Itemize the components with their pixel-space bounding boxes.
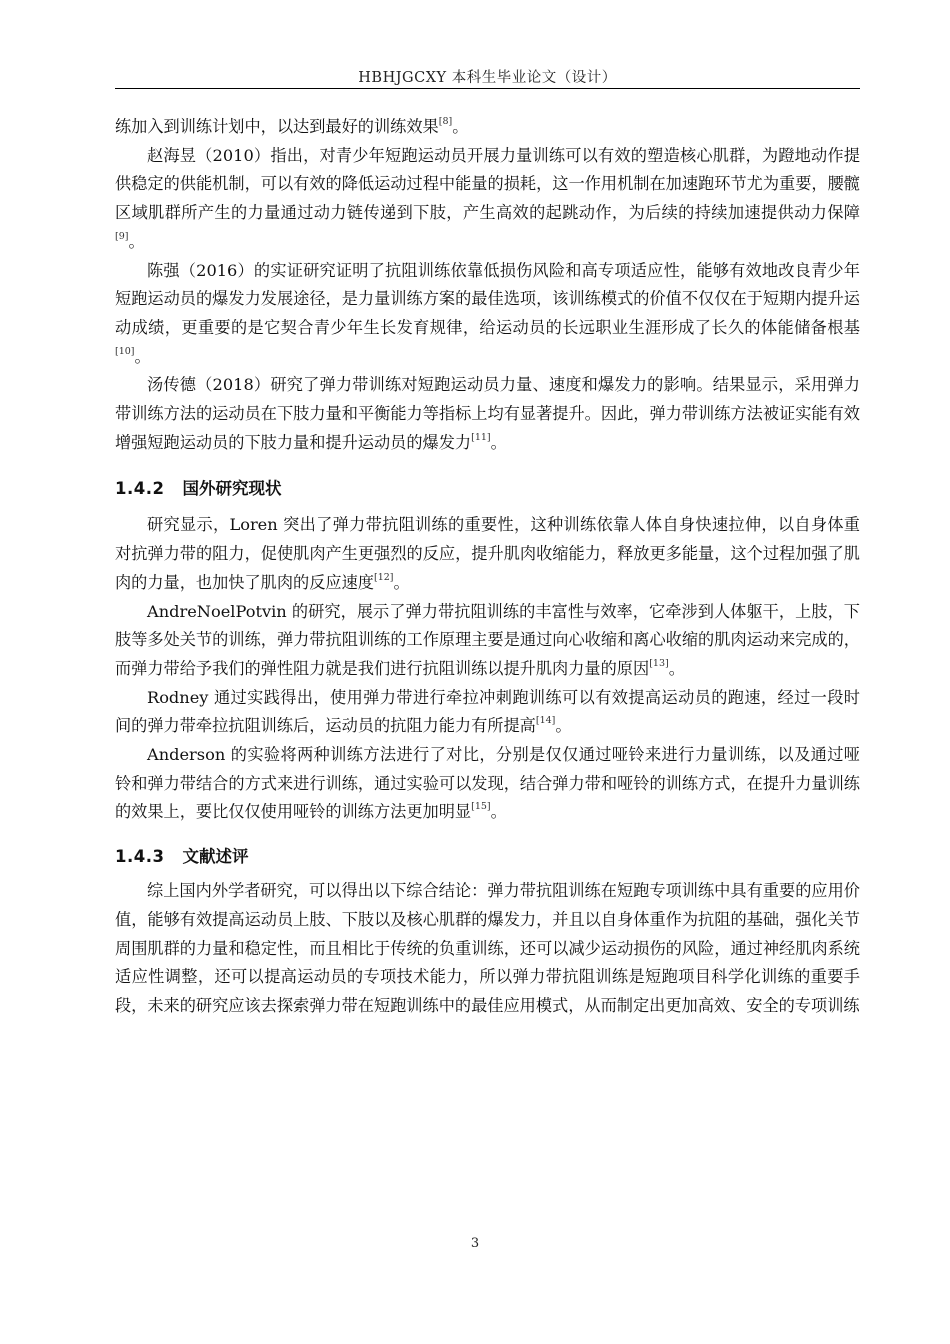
paragraph: Rodney 通过实践得出，使用弹力带进行牵拉冲刺跑训练可以有效提高运动员的跑速，经过一段时间的弹力带牵拉抗阻训练后，运动员的抗阻力能力有所提高[14]。 <box>115 687 860 736</box>
paragraph: 综上国内外学者研究，可以得出以下综合结论：弹力带抗阻训练在短跑专项训练中具有重要的应用价值，能够有效提高运动员上肢、下肢以及核心肌群的爆发力，并且以自身体重作为抗阻的基础，强化关节周围肌群的力量和稳定性，而且相比于传统的负重训练，还可以减少运动损伤的风险，通过神经肌肉系统适应性调整，还可以提高运动员的专项技术能力，所以弹力带抗阻训练是短跑项目科学化训练的重要手段，未来的研究应该去探索弹力带在短跑训练中的最佳应用模式，从而制定出更加高效、安全的专项训练 <box>115 881 860 1015</box>
page-number: 3 <box>470 1236 480 1251</box>
section-number: 1.4.3 <box>115 847 165 867</box>
section-title: 国外研究现状 <box>182 479 282 499</box>
citation-ref[interactable]: [12] <box>374 571 394 583</box>
paragraph-continuation: 练加入到训练计划中，以达到最好的训练效果[8]。 <box>115 116 469 136</box>
header-divider <box>115 88 860 89</box>
paragraph: Anderson 的实验将两种训练方法进行了对比，分别是仅仅通过哑铃来进行力量训练，以及通过哑铃和弹力带结合的方式来进行训练，通过实验可以发现，结合弹力带和哑铃的训练方式，在提升力量训练的效果上，要比仅仅使用哑铃的训练方法更加明显[15]。 <box>115 745 860 822</box>
paragraph: AndreNoelPotvin 的研究，展示了弹力带抗阻训练的丰富性与效率，它牵涉到人体躯干，上肢，下肢等多处关节的训练，弹力带抗阻训练的工作原理主要是通过向心收缩和离心收缩的肌肉运动来完成的，而弹力带给予我们的弹性阻力就是我们进行抗阻训练以提升肌肉力量的原因[13]。 <box>115 601 860 678</box>
section-title: 文献述评 <box>182 847 249 867</box>
page-header: HBHJGCXY 本科生毕业论文（设计） <box>358 70 617 86</box>
section-heading-1-4-3 <box>115 843 860 871</box>
citation-ref[interactable]: [15] <box>471 801 491 813</box>
citation-ref[interactable]: [9] <box>115 230 129 242</box>
paragraph: 赵海昱（2010）指出，对青少年短跑运动员开展力量训练可以有效的塑造核心肌群，为蹬地动作提供稳定的供能机制，可以有效的降低运动过程中能量的损耗，这一作用机制在加速跑环节尤为重要，腰髋区域肌群所产生的力量通过动力链传递到下肢，产生高效的起跳动作，为后续的持续加速提供动力保障[9]。 <box>115 145 860 251</box>
citation-ref[interactable]: [8] <box>438 116 453 127</box>
citation-ref[interactable]: [10] <box>115 345 135 357</box>
citation-ref[interactable]: [13] <box>649 657 669 669</box>
citation-ref[interactable]: [14] <box>535 715 556 727</box>
section-number: 1.4.2 <box>115 479 165 499</box>
paragraph: 研究显示，Loren 突出了弹力带抗阻训练的重要性，这种训练依靠人体自身快速拉伸，以自身体重对抗弹力带的阻力，促使肌肉产生更强烈的反应，提升肌肉收缩能力，释放更多能量，这个过程加强了肌肉的力量，也加快了肌肉的反应速度[12]。 <box>115 515 860 592</box>
section-heading-1-4-2 <box>115 475 860 503</box>
citation-ref[interactable]: [11] <box>471 431 491 443</box>
paragraph: 陈强（2016）的实证研究证明了抗阻训练依靠低损伤风险和高专项适应性，能够有效地改良青少年短跑运动员的爆发力发展途径，是力量训练方案的最佳选项，该训练模式的价值不仅仅在于短期内提升运动成绩，更重要的是它契合青少年生长发育规律，给运动员的长远职业生涯形成了长久的体能储备根基[10]。 <box>115 260 860 366</box>
paragraph: 汤传德（2018）研究了弹力带训练对短跑运动员力量、速度和爆发力的影响。结果显示，采用弹力带训练方法的运动员在下肢力量和平衡能力等指标上均有显著提升。因此，弹力带训练方法被证实能有效增强短跑运动员的下肢力量和提升运动员的爆发力[11]。 <box>115 375 860 452</box>
page-body <box>115 113 860 1021</box>
